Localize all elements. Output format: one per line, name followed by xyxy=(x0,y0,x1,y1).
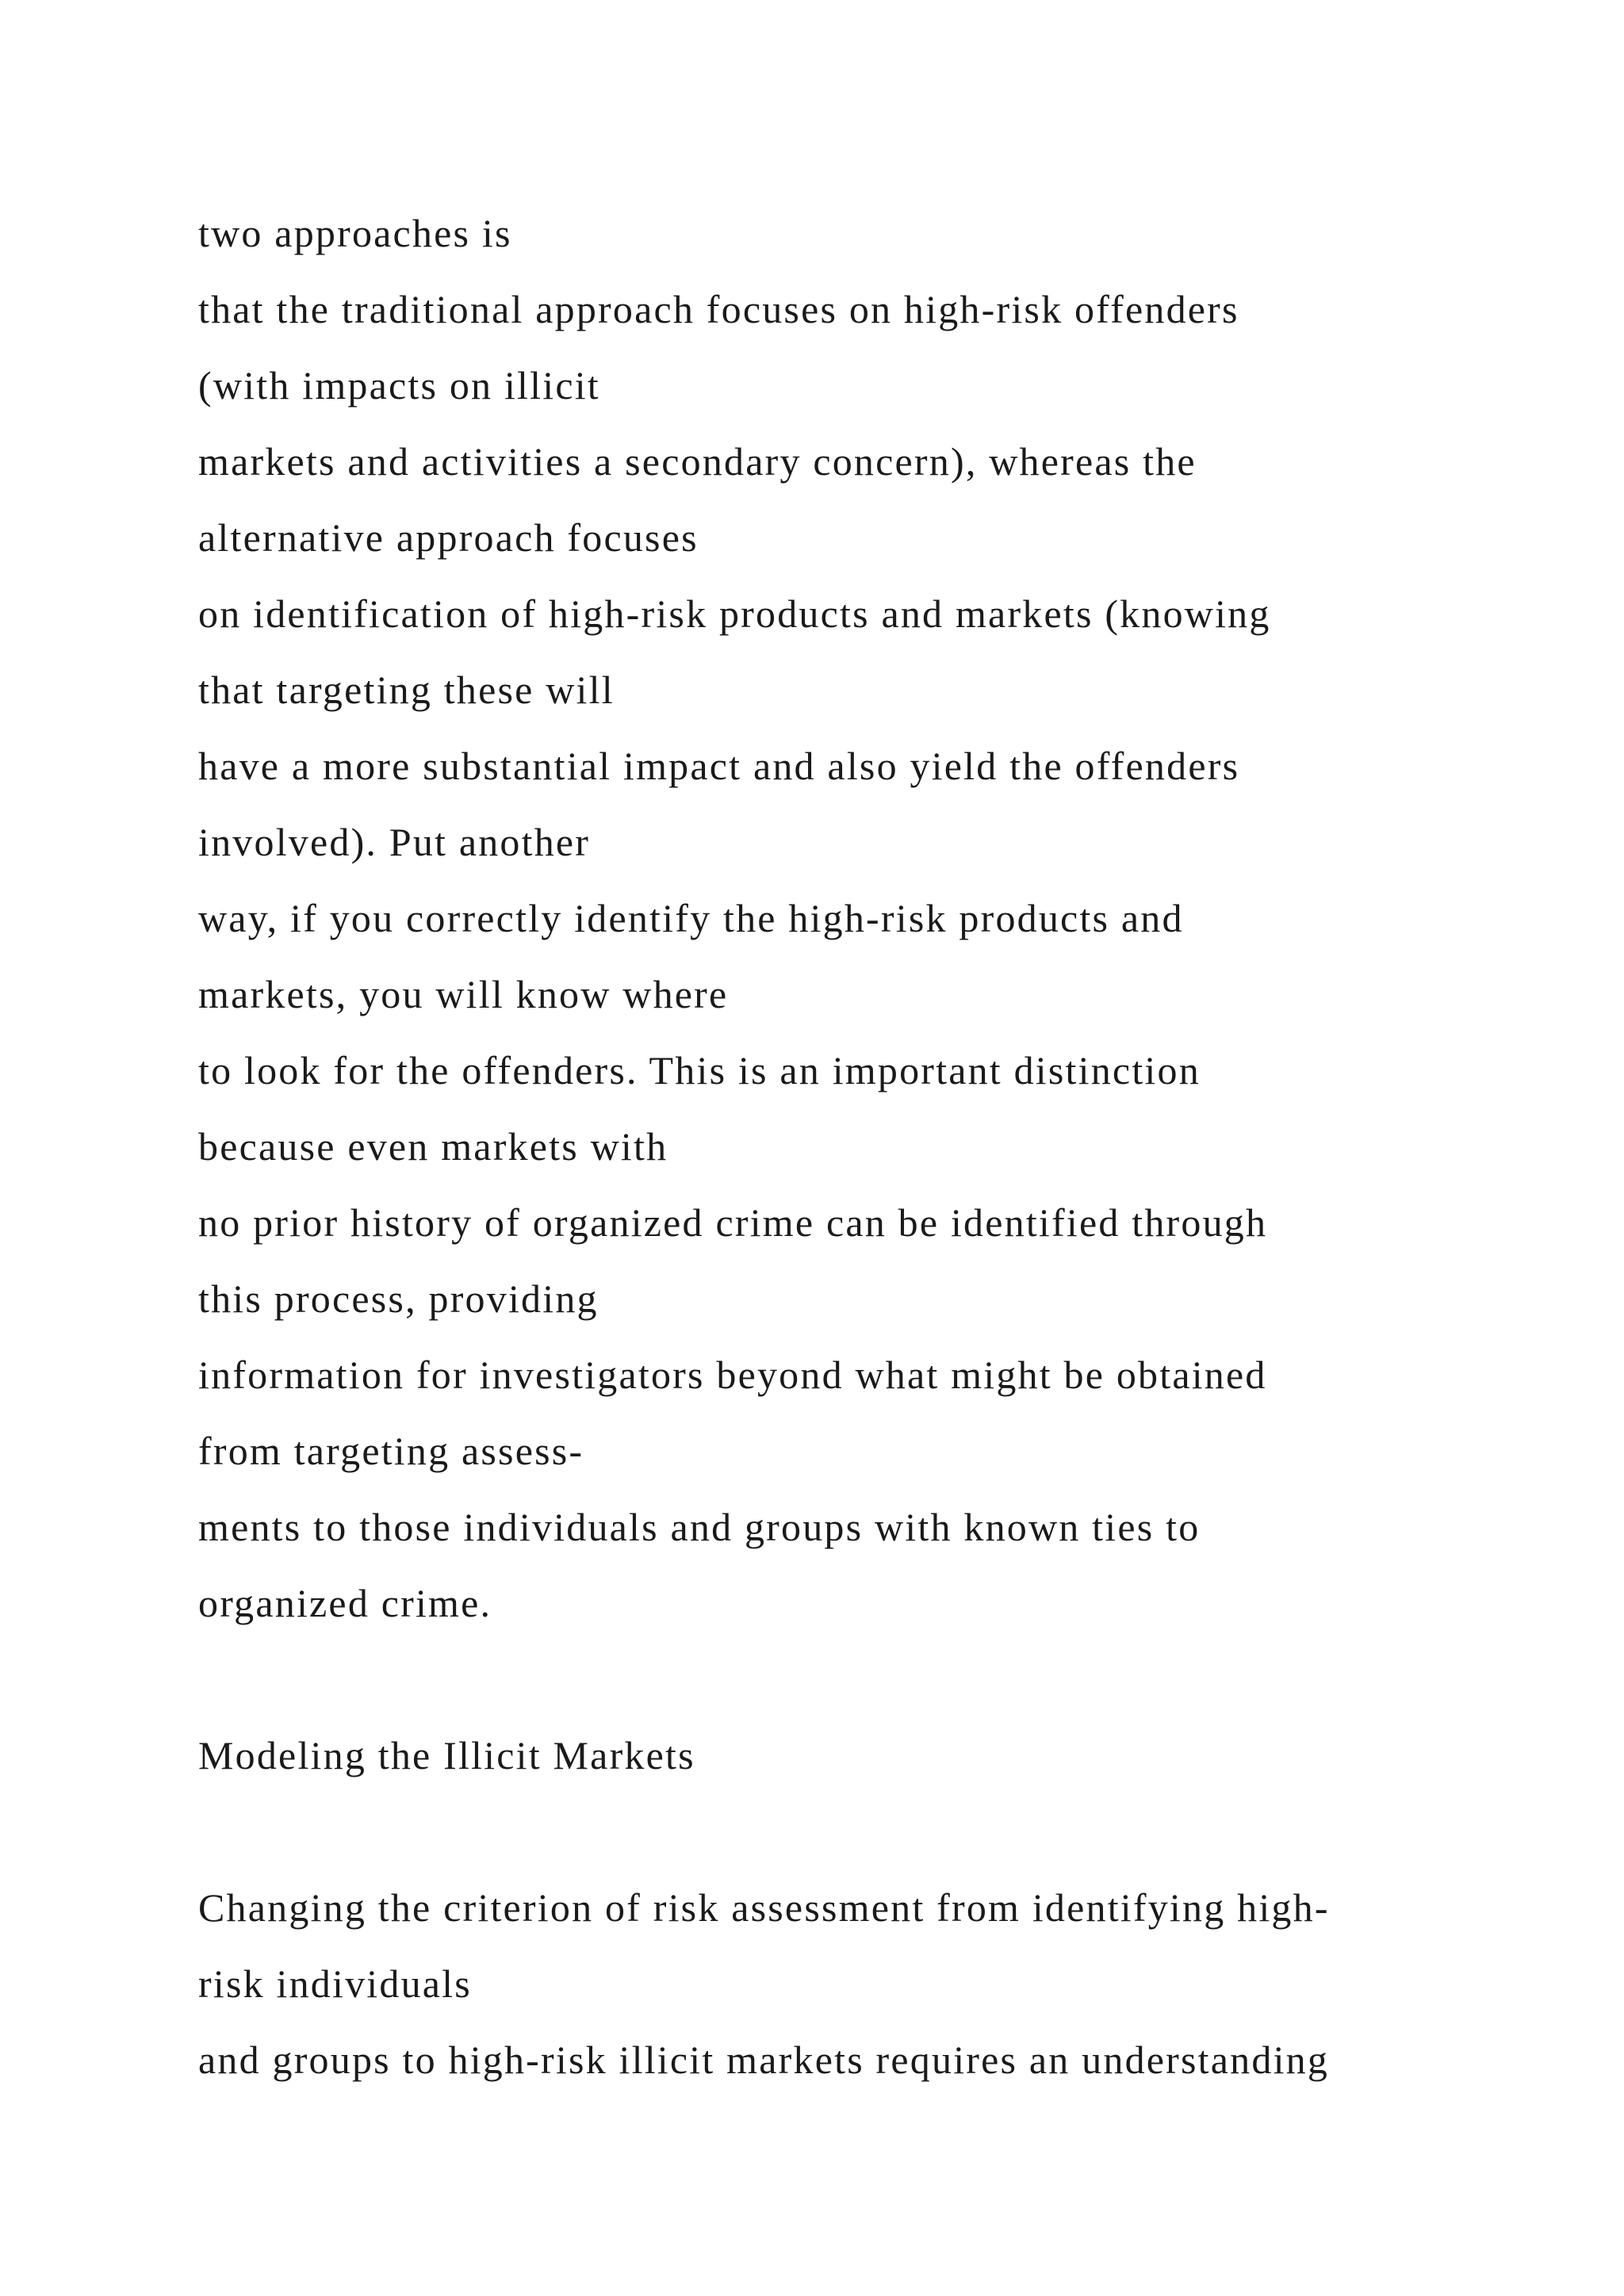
text-line: that targeting these will xyxy=(198,668,615,712)
text-line: because even markets with xyxy=(198,1124,668,1169)
text-line: ments to those individuals and groups with known ties to xyxy=(198,1505,1201,1549)
section-heading: Modeling the Illicit Markets xyxy=(198,1733,695,1777)
text-line: that the traditional approach focuses on high-risk offenders xyxy=(198,287,1239,331)
document-body xyxy=(198,195,1515,2098)
text-line: (with impacts on illicit xyxy=(198,363,600,408)
text-line: no prior history of organized crime can be identified through xyxy=(198,1200,1268,1245)
text-line: organized crime. xyxy=(198,1581,492,1625)
text-line: risk individuals xyxy=(198,1961,472,2006)
text-line: information for investigators beyond what might be obtained xyxy=(198,1353,1267,1397)
text-line: alternative approach focuses xyxy=(198,515,699,560)
text-line: markets, you will know where xyxy=(198,972,729,1016)
text-line: markets and activities a secondary concern), whereas the xyxy=(198,439,1197,484)
paragraph-2 xyxy=(198,1869,1515,2098)
blank-line xyxy=(198,1641,1515,1717)
text-line: and groups to high-risk illicit markets requires an understanding xyxy=(198,2038,1330,2082)
text-line: involved). Put another xyxy=(198,820,591,864)
text-line: to look for the offenders. This is an important distinction xyxy=(198,1048,1201,1093)
text-line: from targeting assess- xyxy=(198,1429,584,1473)
text-line: have a more substantial impact and also yield the offenders xyxy=(198,744,1240,788)
text-line: on identification of high-risk products and markets (knowing xyxy=(198,591,1271,636)
text-line: Changing the criterion of risk assessment from identifying high- xyxy=(198,1885,1330,1930)
paragraph-1 xyxy=(198,195,1515,1641)
text-line: two approaches is xyxy=(198,211,512,255)
blank-line xyxy=(198,1793,1515,1869)
text-line: this process, providing xyxy=(198,1276,599,1321)
text-line: way, if you correctly identify the high-risk products and xyxy=(198,896,1184,940)
